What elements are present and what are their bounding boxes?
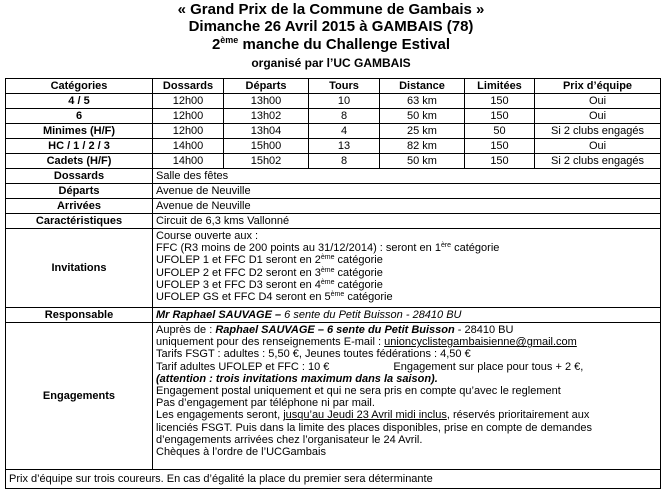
- table-row: [6, 124, 661, 139]
- table-row: [6, 139, 661, 154]
- header-limitees: Limitées: [465, 79, 535, 94]
- tours-cell: 4: [309, 124, 380, 139]
- invitations-line: FFC (R3 moins de 200 points au 31/12/2014) : seront en 1ère catégorie: [156, 242, 500, 255]
- category-cell: 4 / 5: [6, 94, 153, 109]
- departs-cell: 15h00: [224, 139, 309, 154]
- distance-cell: 50 km: [380, 154, 465, 169]
- header-prix-equipe: Prix d’équipe: [535, 79, 661, 94]
- engagements-line: Tarifs FSGT : adultes : 5,50 €, Jeunes toutes fédérations : 4,50 €: [156, 348, 471, 361]
- table-row: [6, 109, 661, 124]
- dossards-label: Dossards: [6, 169, 153, 184]
- distance-cell: 63 km: [380, 94, 465, 109]
- engagements-line: uniquement pour des renseignements E-mail : unioncyclistegambaisienne@gmail.com: [156, 336, 577, 349]
- prix-equipe-cell: Oui: [535, 109, 661, 124]
- engagements-label: Engagements: [6, 323, 153, 470]
- round-text: manche du Challenge Estival: [238, 36, 451, 53]
- limitees-cell: 150: [465, 109, 535, 124]
- invitations-line: Course ouverte aux :: [156, 230, 259, 242]
- departs-cell: 13h02: [224, 109, 309, 124]
- organizer: organisé par l’UC GAMBAIS: [251, 56, 411, 70]
- engagements-content: [153, 323, 661, 470]
- table-row: [6, 154, 661, 169]
- event-title: « Grand Prix de la Commune de Gambais »: [177, 1, 485, 18]
- schedule-header-row: [6, 79, 661, 94]
- departs-label: Départs: [6, 184, 153, 199]
- race-info-table: [5, 78, 661, 489]
- responsable-row: [6, 308, 661, 323]
- tours-cell: 10: [309, 94, 380, 109]
- email-link[interactable]: unioncyclistegambaisienne@gmail.com: [384, 336, 577, 349]
- dossards-value: Salle des fêtes: [153, 169, 661, 184]
- invitations-line: UFOLEP GS et FFC D4 seront en 5ème catégorie: [156, 291, 393, 304]
- distance-cell: 25 km: [380, 124, 465, 139]
- departs-row: [6, 184, 661, 199]
- table-row: [6, 94, 661, 109]
- engagements-line: Pas d’engagement par téléphone ni par mail.: [156, 397, 375, 410]
- header-departs: Départs: [224, 79, 309, 94]
- category-cell: Minimes (H/F): [6, 124, 153, 139]
- footer-row: [6, 470, 661, 489]
- caracteristiques-value: Circuit de 6,3 kms Vallonné: [153, 214, 661, 229]
- limitees-cell: 150: [465, 94, 535, 109]
- arrivees-row: [6, 199, 661, 214]
- distance-cell: 50 km: [380, 109, 465, 124]
- departs-cell: 13h00: [224, 94, 309, 109]
- round-suffix: ème: [220, 35, 239, 45]
- challenge-round: [0, 37, 662, 53]
- caracteristiques-row: [6, 214, 661, 229]
- responsable-label: Responsable: [6, 308, 153, 323]
- invitations-row: [6, 229, 661, 308]
- invitations-line: UFOLEP 3 et FFC D3 seront en 4ème catégorie: [156, 278, 383, 291]
- engagements-line: Engagement postal uniquement et qui ne sera pris en compte qu’avec le reglement: [156, 385, 561, 398]
- tours-cell: 8: [309, 154, 380, 169]
- limitees-cell: 150: [465, 154, 535, 169]
- engagements-line: (attention : trois invitations maximum dans la saison).: [156, 372, 438, 385]
- arrivees-value: Avenue de Neuville: [153, 199, 661, 214]
- limitees-cell: 150: [465, 139, 535, 154]
- engagements-line: Tarif adultes UFOLEP et FFC : 10 € Engagement sur place pour tous + 2 €,: [156, 360, 584, 373]
- header-categories: Catégories: [6, 79, 153, 94]
- invitations-label: Invitations: [6, 229, 153, 308]
- engagements-line: Auprès de : Raphael SAUVAGE – 6 sente du Petit Buisson - 28410 BU: [156, 324, 514, 336]
- tours-cell: 13: [309, 139, 380, 154]
- dossards-cell: 12h00: [153, 94, 224, 109]
- prix-equipe-cell: Oui: [535, 94, 661, 109]
- category-cell: Cadets (H/F): [6, 154, 153, 169]
- category-cell: HC / 1 / 2 / 3: [6, 139, 153, 154]
- dossards-cell: 14h00: [153, 154, 224, 169]
- main-table-area: [5, 78, 660, 500]
- engagements-line: Les engagements seront, jusqu’au Jeudi 23 Avril midi inclus, réservés prioritairement aux: [156, 409, 590, 422]
- category-cell: 6: [6, 109, 153, 124]
- responsable-name: Mr Raphael SAUVAGE –: [156, 309, 282, 321]
- prix-equipe-cell: Si 2 clubs engagés: [535, 124, 661, 139]
- header-dossards: Dossards: [153, 79, 224, 94]
- prix-equipe-cell: Oui: [535, 139, 661, 154]
- prix-equipe-cell: Si 2 clubs engagés: [535, 154, 661, 169]
- departs-cell: 13h04: [224, 124, 309, 139]
- departs-value: Avenue de Neuville: [153, 184, 661, 199]
- footer-note: Prix d’équipe sur trois coureurs. En cas d’égalité la place du premier sera déterminante: [6, 470, 661, 489]
- dossards-cell: 12h00: [153, 109, 224, 124]
- invitations-content: [153, 229, 661, 308]
- dossards-row: [6, 169, 661, 184]
- responsable-address: 6 sente du Petit Buisson - 28410 BU: [281, 309, 462, 321]
- header-distance: Distance: [380, 79, 465, 94]
- engagements-line: Chèques à l’ordre de l’UCGambais: [156, 446, 326, 459]
- dossards-cell: 12h00: [153, 124, 224, 139]
- limitees-cell: 50: [465, 124, 535, 139]
- caracteristiques-label: Caractéristiques: [6, 214, 153, 229]
- header-tours: Tours: [309, 79, 380, 94]
- departs-cell: 15h02: [224, 154, 309, 169]
- engagements-line: d’engagements arrivées chez l’organisateur le 24 Avril.: [156, 433, 423, 446]
- event-date-location: Dimanche 26 Avril 2015 à GAMBAIS (78): [188, 18, 474, 35]
- arrivees-label: Arrivées: [6, 199, 153, 214]
- tours-cell: 8: [309, 109, 380, 124]
- invitations-line: UFOLEP 1 et FFC D1 seront en 2ème catégorie: [156, 254, 383, 267]
- engagements-row: [6, 323, 661, 470]
- round-number: 2: [211, 36, 221, 53]
- engagements-line: licenciés FSGT. Puis dans la limite des places disponibles, prise en compte de demandes: [156, 421, 592, 434]
- distance-cell: 82 km: [380, 139, 465, 154]
- dossards-cell: 14h00: [153, 139, 224, 154]
- invitations-line: UFOLEP 2 et FFC D2 seront en 3ème catégorie: [156, 266, 383, 279]
- responsable-value: [153, 308, 661, 323]
